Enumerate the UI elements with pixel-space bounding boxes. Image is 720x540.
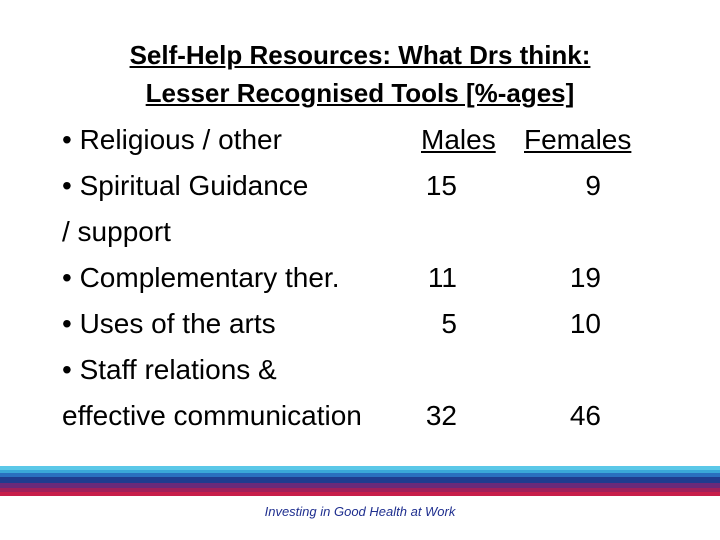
value-males-spiritual: 15 (425, 170, 457, 201)
value-females-arts: 10 (569, 308, 601, 339)
column-header-males: Males (421, 124, 496, 155)
row-label-complementary: • Complementary ther. (62, 262, 340, 293)
stripe-band (0, 492, 720, 496)
footer-tagline: Investing in Good Health at Work (264, 504, 456, 519)
title-line-2: Lesser Recognised Tools [%-ages] (145, 78, 575, 108)
value-females-complementary: 19 (569, 262, 601, 293)
row-label-arts: • Uses of the arts (62, 308, 276, 339)
value-males-complementary: 11 (427, 262, 457, 293)
row-label-spiritual-cont: / support (62, 216, 171, 247)
header-label: • Religious / other (62, 124, 282, 155)
row-label-staff: • Staff relations & (62, 354, 277, 385)
decorative-stripes (0, 466, 720, 496)
row-label-spiritual: • Spiritual Guidance (62, 170, 309, 201)
row-label-staff-cont: effective communication (62, 400, 362, 431)
slide-title (0, 36, 720, 112)
value-males-staff: 32 (425, 400, 457, 431)
value-females-staff: 46 (569, 400, 601, 431)
column-header-females: Females (524, 124, 632, 155)
value-males-arts: 5 (441, 308, 457, 339)
title-line-1: Self-Help Resources: What Drs think: (129, 40, 591, 70)
value-females-spiritual: 9 (585, 170, 601, 201)
